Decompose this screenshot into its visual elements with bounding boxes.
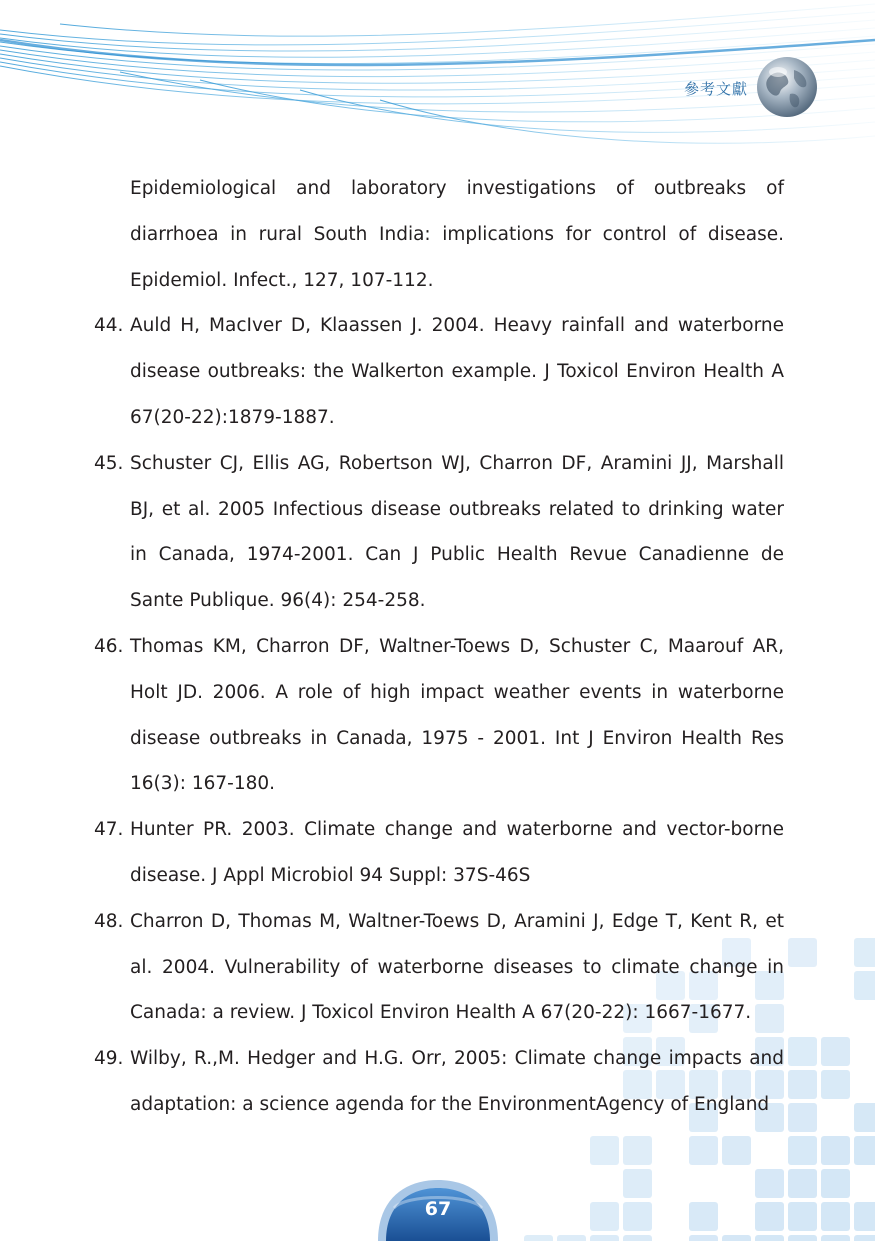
decorative-square [854, 1235, 875, 1241]
reference-text: Epidemiological and laboratory investigations of outbreaks of diarrhoea in rural South India: implications for control of disease. Epidemiol. Infect., 127, 107-112. [130, 178, 784, 291]
decorative-square [623, 1235, 652, 1241]
reference-text: Thomas KM, Charron DF, Waltner-Toews D, Schuster C, Maarouf AR, Holt JD. 2006. A role of high impact weather events in waterborne disease outbreaks in Canada, 1975 - 2001. Int J Environ Health Res 16(3): 167-180. [130, 635, 784, 795]
decorative-square [788, 1103, 817, 1132]
reference-item [94, 807, 784, 899]
reference-number: 44. [94, 315, 124, 337]
decorative-square [623, 1202, 652, 1231]
decorative-square [689, 1202, 718, 1231]
decorative-square [524, 1235, 553, 1241]
decorative-square [821, 1235, 850, 1241]
decorative-square [821, 1136, 850, 1165]
reference-text: Auld H, MacIver D, Klaassen J. 2004. Heavy rainfall and waterborne disease outbreaks: the Walkerton example. J Toxicol Environ Health A 67(20-22):1879-1887. [130, 315, 784, 428]
reference-text: Hunter PR. 2003. Climate change and waterborne and vector-borne disease. J Appl Microbiol 94 Suppl: 37S-46S [130, 819, 784, 886]
decorative-square [755, 1235, 784, 1241]
reference-number: 48. [94, 910, 124, 932]
decorative-square [821, 1070, 850, 1099]
decorative-square [854, 1136, 875, 1165]
reference-item [94, 899, 784, 1036]
decorative-square [788, 1070, 817, 1099]
decorative-square [821, 1202, 850, 1231]
decorative-square [722, 1235, 751, 1241]
decorative-square [821, 1037, 850, 1066]
decorative-square [590, 1235, 619, 1241]
decorative-square [623, 1136, 652, 1165]
reference-text: Charron D, Thomas M, Waltner-Toews D, Aramini J, Edge T, Kent R, et al. 2004. Vulnerability of waterborne diseases to climate change in Canada: a review. J Toxicol Environ Health A 67(20-22): 1667-1677. [130, 910, 784, 1024]
decorative-square [590, 1136, 619, 1165]
decorative-square [788, 1037, 817, 1066]
reference-item [94, 303, 784, 440]
reference-item [94, 624, 784, 807]
reference-text: Wilby, R.,M. Hedger and H.G. Orr, 2005: Climate change impacts and adaptation: a science agenda for the EnvironmentAgency of England [130, 1048, 784, 1115]
decorative-square [722, 1136, 751, 1165]
reference-number: 49. [94, 1048, 124, 1070]
reference-number: 45. [94, 452, 124, 474]
decorative-square [557, 1235, 586, 1241]
section-title: 參考文獻 [684, 80, 749, 98]
reference-list [94, 166, 784, 1128]
decorative-square [788, 1202, 817, 1231]
page-number: 67 [424, 1198, 452, 1220]
decorative-square [788, 1169, 817, 1198]
decorative-square [788, 1235, 817, 1241]
decorative-square [788, 1136, 817, 1165]
decorative-square [854, 1202, 875, 1231]
decorative-square [788, 938, 817, 967]
reference-item [94, 1036, 784, 1128]
decorative-square [755, 1169, 784, 1198]
reference-item [94, 441, 784, 624]
reference-text: Schuster CJ, Ellis AG, Robertson WJ, Charron DF, Aramini JJ, Marshall BJ, et al. 2005 Infectious disease outbreaks related to drinking water in Canada, 1974-2001. Can J Public Health Revue Canadienne de Sante Publique. 96(4): 254-258. [130, 452, 784, 612]
decorative-square [755, 1202, 784, 1231]
decorative-square [854, 938, 875, 967]
decorative-square [854, 1103, 875, 1132]
decorative-square [590, 1202, 619, 1231]
reference-number: 47. [94, 819, 124, 841]
globe-icon [756, 56, 818, 118]
decorative-square [854, 971, 875, 1000]
decorative-square [623, 1169, 652, 1198]
reference-item [94, 166, 784, 303]
decorative-square [689, 1136, 718, 1165]
reference-number: 46. [94, 635, 124, 657]
decorative-square [689, 1235, 718, 1241]
decorative-square [821, 1169, 850, 1198]
